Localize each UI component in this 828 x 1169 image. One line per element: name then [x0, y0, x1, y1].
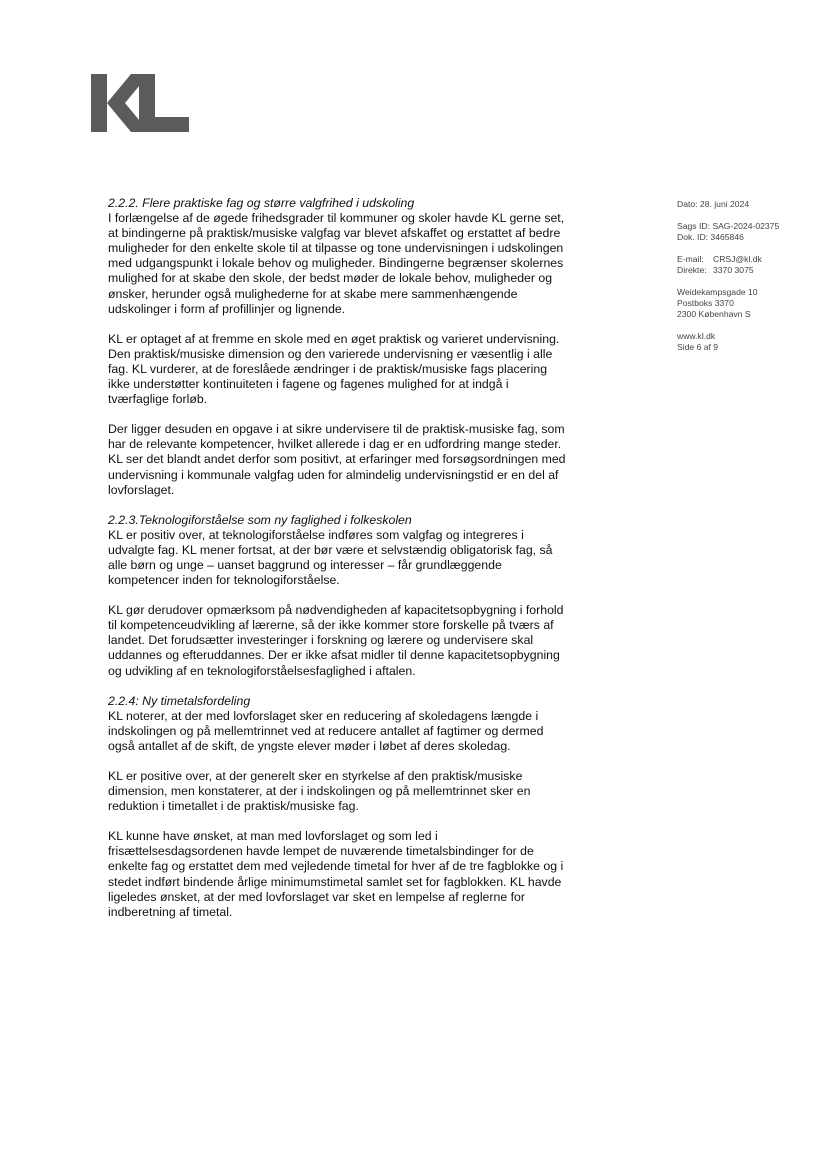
document-metadata — [677, 199, 817, 364]
address-group — [677, 287, 817, 320]
document-body — [108, 196, 566, 935]
direkte-label: Direkte: — [677, 265, 707, 275]
contact-group — [677, 254, 817, 276]
paragraph: I forlængelse af de øgede frihedsgrader til kommuner og skoler havde KL gerne set, at bindingerne på praktisk/musiske valgfag var blevet afskaffet og erstattet af bedre muligheder for den enkelte skole til at tilpasse og tone undervisningen i udskolingen med udgangspunkt i lokale behov og muligheder. Bindingerne begrænser skolernes mulighed for at skabe den skole, der bedst møder de lokale behov, muligheder og ønsker, herunder også mulighederne for at skabe mere sammenhængende udskolinger i form af profillinjer og lignende. — [108, 211, 565, 316]
paragraph: Der ligger desuden en opgave i at sikre undervisere til de praktisk-musiske fag, som har de relevante kompetencer, hvilket allerede i dag er en udfordring mange steder. KL ser det blandt andet derfor som positivt, at erfaringer med forsøgsordningen med undervisning i kommunale valgfag uden for almindelig undervisningstid er en del af lovforslaget. — [108, 422, 566, 497]
direkte-value: 3370 3075 — [713, 265, 754, 275]
kl-logo — [91, 74, 189, 132]
paragraph: KL gør derudover opmærksom på nødvendigheden af kapacitetsopbygning i forhold til kompetenceudvikling af lærerne, så der ikke kommer store forskelle på tværs af landet. Det forudsætter investeringer i forskning og lærere og undervisere skal uddannes og efteruddannes. Der er ikke afsat midler til denne kapacitetsopbygning og udvikling af en teknologiforståelsesfaglighed i aftalen. — [108, 603, 564, 678]
address-line: Weidekampsgade 10 — [677, 287, 758, 297]
paragraph: KL er optaget af at fremme en skole med en øget praktisk og varieret undervisning. Den praktisk/musiske dimension og den varierede undervisning er væsentlig i alle fag. KL vurderer, at de foreslåede ændringer i de praktisk/musiske fags placering ikke understøtter kontinuiteten i fagene og fagenes mulighed for at indgå i tværfaglige forløb. — [108, 331, 560, 407]
page-number: Side 6 af 9 — [677, 342, 719, 352]
address-line: Postboks 3370 — [677, 298, 734, 308]
paragraph: KL kunne have ønsket, at man med lovforslaget og som led i frisættelsesdagsordenen havde lempet de nuværende timetalsbindinger for de enkelte fag og erstattet dem med vejledende timetal for hver af de tre fagblokke og i stedet indført bindende årlige minimumstimetal samlet set for fagblokken. KL havde ligeledes ønsket, at der med lovforslaget var sket en lempelse af reglerne for indberetning af timetal. — [108, 829, 564, 919]
section-heading: 2.2.4: Ny timetalsfordeling — [108, 693, 251, 708]
web-group — [677, 331, 817, 353]
paragraph: KL er positive over, at der generelt sker en styrkelse af den praktisk/musiske dimension, men konstaterer, at der i indskolingen og på mellemtrinnet sker en reduktion i timetallet i de praktisk/musiske fag. — [108, 769, 531, 814]
email-value: CRSJ@kl.dk — [713, 254, 762, 264]
section-heading: 2.2.3.Teknologiforståelse som ny faglighed i folkeskolen — [108, 512, 412, 527]
direkte-row — [677, 265, 817, 276]
date-group — [677, 199, 817, 210]
paragraph: KL noterer, at der med lovforslaget sker en reducering af skoledagens længde i indskolingen og på mellemtrinnet ved at reducere antallet af fagtimer og dermed også antallet af de skift, de yngste elever møder i løbet af deres skoledag. — [108, 708, 544, 753]
sags-id: Sags ID: SAG-2024-02375 — [677, 221, 780, 231]
address-line: 2300 København S — [677, 309, 751, 319]
email-label: E-mail: — [677, 254, 704, 264]
dok-id: Dok. ID: 3465846 — [677, 232, 744, 242]
paragraph: KL er positiv over, at teknologiforståelse indføres som valgfag og integreres i udvalgte fag. KL mener fortsat, at der bør være et selvstændig obligatorisk fag, så alle børn og unge – uanset baggrund og interesser – får grundlæggende kompetencer inden for teknologiforståelse. — [108, 527, 553, 588]
website: www.kl.dk — [677, 331, 716, 341]
date: Dato: 28. juni 2024 — [677, 199, 750, 209]
section-heading: 2.2.2. Flere praktiske fag og større valgfrihed i udskoling — [108, 196, 415, 210]
ids-group — [677, 221, 817, 243]
email-row — [677, 254, 817, 265]
